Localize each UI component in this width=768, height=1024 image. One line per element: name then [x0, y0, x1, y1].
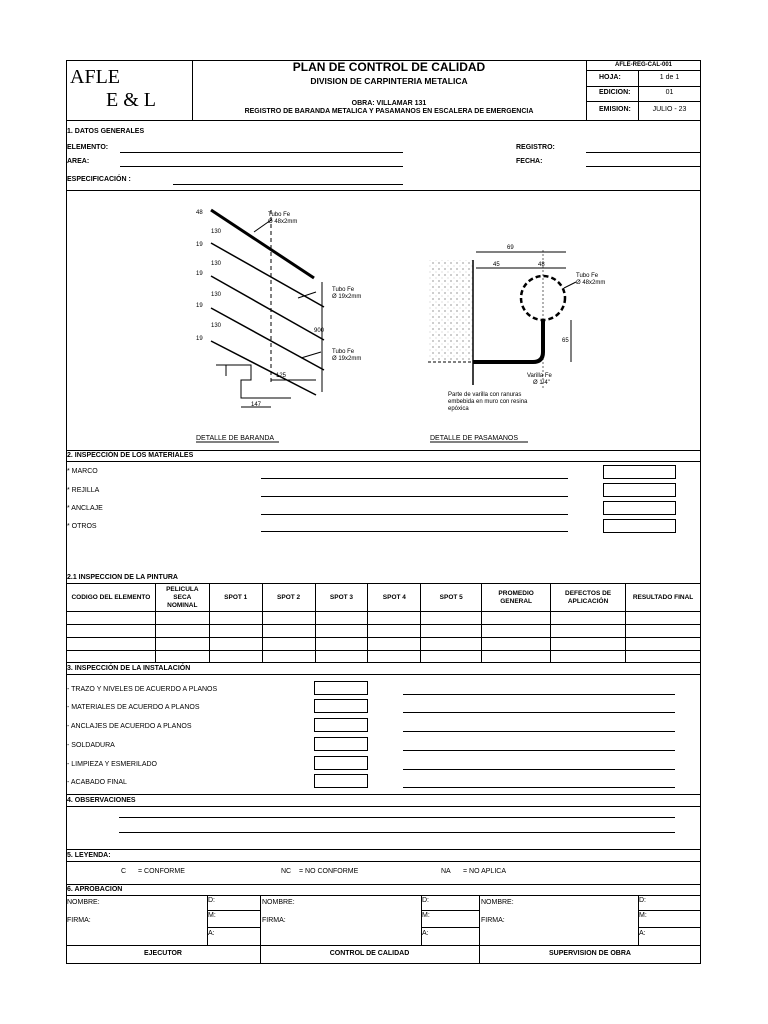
pasamanos-tubo-label: Tubo Fe [576, 273, 599, 279]
col-defectos: DEFECTOS DE APLICACIÓN [551, 584, 626, 612]
dim-48-p: 48 [538, 262, 545, 268]
edicion-value: 01 [665, 89, 674, 96]
emision-label: EMISION: [599, 106, 631, 113]
rejilla-box[interactable] [603, 483, 676, 497]
table-row[interactable] [67, 625, 701, 638]
table-row[interactable] [67, 651, 701, 663]
rejilla-field[interactable] [261, 496, 568, 497]
leyenda-c-text: = CONFORME [138, 868, 185, 875]
dim-130-a: 130 [211, 229, 222, 235]
dim-147: 147 [251, 402, 262, 408]
calidad-d: D: [422, 897, 429, 904]
table-row[interactable] [67, 612, 701, 625]
calidad-nombre-label: NOMBRE: [262, 899, 295, 906]
materiales-box[interactable] [314, 699, 368, 713]
ejecutor-a: A: [208, 930, 215, 937]
trazo-box[interactable] [314, 681, 368, 695]
dim-19-a: 19 [196, 242, 203, 248]
col-spot-2: SPOT 2 [262, 584, 315, 612]
materiales-field[interactable] [403, 712, 675, 713]
hoja-label: HOJA: [599, 74, 621, 81]
hoja-value: 1 de 1 [659, 74, 680, 81]
col-spot-1: SPOT 1 [209, 584, 262, 612]
obra-label: OBRA: VILLAMAR 131 [351, 100, 427, 107]
leyenda-na: NA [441, 868, 451, 875]
leyenda-na-text: = NO APLICA [463, 868, 506, 875]
page-title: PLAN DE CONTROL DE CALIDAD [292, 60, 486, 74]
calidad-a: A: [422, 930, 429, 937]
col-codigo: CODIGO DEL ELEMENTO [67, 584, 156, 612]
area-field[interactable] [120, 166, 403, 167]
section-pintura-title: 2.1 INSPECCION DE LA PINTURA [67, 574, 178, 581]
dim-130-d: 130 [211, 323, 222, 329]
ejecutor-d: D: [208, 897, 215, 904]
table-row[interactable] [67, 638, 701, 651]
ejecutor-firma-label: FIRMA: [67, 917, 91, 924]
doc-code: AFLE-REG-CAL-001 [614, 62, 672, 68]
marco-box[interactable] [603, 465, 676, 479]
elemento-label: ELEMENTO: [67, 144, 109, 151]
role-control-calidad: CONTROL DE CALIDAD [329, 950, 410, 957]
tubo-top-label: Tubo Fe [268, 212, 291, 218]
varilla-note-1: Parte de varilla con ranuras [448, 392, 522, 398]
dim-130-c: 130 [211, 292, 222, 298]
anclaje-box[interactable] [603, 501, 676, 515]
supervision-m: M: [639, 912, 647, 919]
limpieza-field[interactable] [403, 769, 675, 770]
section-materiales-title: 2. INSPECCIÓN DE LOS MATERIALES [67, 452, 194, 459]
varilla-note-3: epóxica [448, 406, 469, 412]
soldadura-field[interactable] [403, 750, 675, 751]
pasamanos-tubo-dim: Ø 48x2mm [576, 280, 606, 286]
pintura-table [66, 583, 701, 663]
supervision-nombre-label: NOMBRE: [481, 899, 514, 906]
pasamanos-drawing [428, 250, 576, 390]
supervision-firma-label: FIRMA: [481, 917, 505, 924]
material-item-rejilla: * REJILLA [67, 487, 100, 494]
dim-45: 45 [493, 262, 500, 268]
instalacion-item-anclajes: - ANCLAJES DE ACUERDO A PLANOS [67, 723, 192, 730]
otros-box[interactable] [603, 519, 676, 533]
material-item-otros: * OTROS [67, 523, 97, 530]
material-item-anclaje: * ANCLAJE [67, 505, 103, 512]
material-item-marco: * MARCO [67, 468, 98, 475]
elemento-field[interactable] [120, 152, 403, 153]
role-ejecutor: EJECUTOR [144, 950, 182, 957]
dim-48: 48 [196, 210, 203, 216]
ejecutor-m: M: [208, 912, 216, 919]
col-pelicula: PELICULA SECA NOMINAL [155, 584, 209, 612]
col-spot-4: SPOT 4 [368, 584, 421, 612]
marco-field[interactable] [261, 478, 568, 479]
calidad-m: M: [422, 912, 430, 919]
registro-title: REGISTRO DE BARANDA METALICA Y PASAMANOS EN ESCALERA DE EMERGENCIA [244, 108, 534, 115]
leyenda-nc: NC [281, 868, 292, 875]
tubo-top-dim: Ø 48x2mm [268, 219, 298, 225]
tubo-mid-label: Tubo Fe [332, 287, 355, 293]
baranda-caption: DETALLE DE BARANDA [196, 435, 275, 442]
observaciones-line-1[interactable] [119, 817, 675, 818]
col-promedio: PROMEDIO GENERAL [482, 584, 551, 612]
dim-19-c: 19 [196, 303, 203, 309]
dim-69: 69 [507, 245, 514, 251]
anclaje-field[interactable] [261, 514, 568, 515]
instalacion-item-limpieza: - LIMPIEZA Y ESMERILADO [67, 761, 157, 768]
varilla-label: Varilla Fe [527, 373, 552, 379]
detail-drawings [66, 190, 701, 450]
soldadura-box[interactable] [314, 737, 368, 751]
acabado-box[interactable] [314, 774, 368, 788]
area-label: AREA: [67, 158, 90, 165]
dim-65: 65 [562, 338, 569, 344]
dim-19-d: 19 [196, 336, 203, 342]
varilla-note-2: embebida en muro con resina [448, 399, 528, 405]
otros-field[interactable] [261, 531, 568, 532]
anclajes-box[interactable] [314, 718, 368, 732]
tubo-low-label: Tubo Fe [332, 349, 355, 355]
dim-130-b: 130 [211, 261, 222, 267]
logo-line-2: E & L [106, 89, 156, 111]
supervision-a: A: [639, 930, 646, 937]
page-subtitle: DIVISION DE CARPINTERIA METALICA [310, 76, 468, 86]
tubo-mid-dim: Ø 19x2mm [332, 294, 362, 300]
anclajes-field[interactable] [403, 731, 675, 732]
leyenda-nc-text: = NO CONFORME [299, 868, 359, 875]
dim-19-b: 19 [196, 271, 203, 277]
section-observaciones-title: 4. OBSERVACIONES [67, 797, 136, 804]
limpieza-box[interactable] [314, 756, 368, 770]
section-datos-title: 1. DATOS GENERALES [67, 128, 145, 135]
col-spot-5: SPOT 5 [421, 584, 482, 612]
registro-label: REGISTRO: [516, 144, 555, 151]
section-leyenda-title: 5. LEYENDA: [67, 852, 111, 859]
edicion-label: EDICION: [599, 89, 631, 96]
fecha-label: FECHA: [516, 158, 543, 165]
trazo-field[interactable] [403, 694, 675, 695]
instalacion-item-acabado: - ACABADO FINAL [67, 779, 127, 786]
emision-value: JULIO - 23 [652, 106, 687, 113]
observaciones-line-2[interactable] [119, 832, 675, 833]
dim-900: 900 [314, 328, 325, 334]
divider [66, 120, 701, 121]
fecha-field[interactable] [586, 166, 700, 167]
varilla-dim: Ø 1/4" [533, 380, 550, 386]
role-supervision: SUPERVISION DE OBRA [549, 950, 631, 957]
instalacion-item-soldadura: - SOLDADURA [67, 742, 115, 749]
logo-line-1: AFLE [70, 66, 120, 88]
leyenda-c: C [121, 868, 127, 875]
registro-field[interactable] [586, 152, 700, 153]
especificacion-field[interactable] [173, 184, 403, 185]
baranda-drawing [211, 210, 324, 407]
tubo-low-dim: Ø 19x2mm [332, 356, 362, 362]
pasamanos-caption: DETALLE DE PASAMANOS [430, 435, 519, 442]
especificacion-label: ESPECIFICACIÓN : [67, 176, 131, 183]
col-spot-3: SPOT 3 [315, 584, 368, 612]
supervision-d: D: [639, 897, 646, 904]
dim-125: 125 [276, 373, 287, 379]
instalacion-item-materiales: - MATERIALES DE ACUERDO A PLANOS [67, 704, 200, 711]
section-aprobacion-title: 6. APROBACION [67, 886, 123, 893]
section-instalacion-title: 3. INSPECCIÓN DE LA INSTALACIÓN [67, 665, 191, 672]
calidad-firma-label: FIRMA: [262, 917, 286, 924]
instalacion-item-trazo: - TRAZO Y NIVELES DE ACUERDO A PLANOS [67, 686, 218, 693]
ejecutor-nombre-label: NOMBRE: [67, 899, 100, 906]
col-resultado: RESULTADO FINAL [626, 584, 701, 612]
pintura-header-row [67, 584, 701, 612]
acabado-field[interactable] [403, 787, 675, 788]
